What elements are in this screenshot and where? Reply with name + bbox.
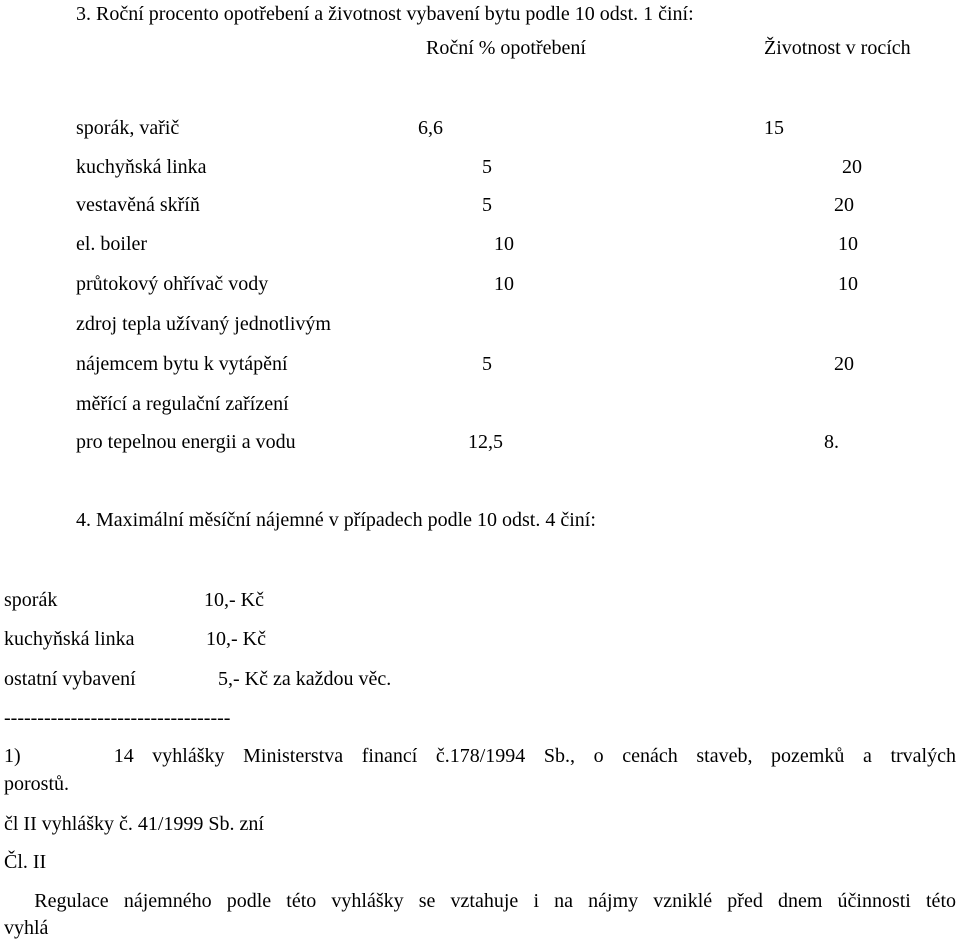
amendment-line: čl II vyhlášky č. 41/1999 Sb. zní (4, 813, 264, 835)
row-item-label: kuchyňská linka (76, 156, 207, 178)
row-item-label: měřící a regulační zařízení (76, 393, 289, 415)
row-percent-value: 5 (482, 353, 492, 375)
rent-item-label: ostatní vybavení (4, 668, 136, 690)
row-item-label: el. boiler (76, 233, 148, 255)
footnote-continuation: porostů. (4, 773, 69, 795)
column-header-percent: Roční % opotřebení (426, 37, 586, 59)
section-4-heading: 4. Maximální měsíční nájemné v případech podle 10 odst. 4 činí: (76, 509, 596, 531)
row-lifetime-value: 20 (842, 156, 862, 178)
row-item-label: nájemcem bytu k vytápění (76, 353, 288, 375)
row-item-label: průtokový ohřívač vody (76, 273, 269, 295)
row-lifetime-value: 20 (834, 353, 854, 375)
row-lifetime-value: 8. (824, 431, 839, 453)
row-lifetime-value: 15 (764, 117, 784, 139)
closing-line (4, 889, 956, 913)
row-percent-value: 5 (482, 156, 492, 178)
footnote-separator: ---------------------------------- (4, 707, 231, 729)
row-item-label: vestavěná skříň (76, 194, 200, 216)
footnote-text: 1) 14 vyhlášky Ministerstva financí č.178/1994 Sb., o cenách staveb, pozemků a trvalých (4, 745, 956, 767)
rent-item-label: sporák (4, 589, 58, 611)
article-heading: Čl. II (4, 851, 47, 873)
row-percent-value: 6,6 (418, 117, 443, 139)
row-percent-value: 10 (494, 233, 514, 255)
rent-item-value: 10,- Kč (206, 628, 266, 650)
section-3-heading: 3. Roční procento opotřebení a životnost vybavení bytu podle 10 odst. 1 činí: (76, 3, 694, 25)
row-item-label: zdroj tepla užívaný jednotlivým (76, 313, 331, 335)
rent-item-value: 5,- Kč za každou věc. (218, 668, 392, 690)
row-percent-value: 10 (494, 273, 514, 295)
row-lifetime-value: 10 (838, 233, 858, 255)
rent-item-value: 10,- Kč (204, 589, 264, 611)
rent-item-label: kuchyňská linka (4, 628, 135, 650)
row-percent-value: 5 (482, 194, 492, 216)
row-percent-value: 12,5 (468, 431, 503, 453)
footnote-line (4, 744, 956, 768)
row-lifetime-value: 20 (834, 194, 854, 216)
closing-text: Regulace nájemného podle této vyhlášky se vztahuje i na nájmy vzniklé před dnem účinnosti této (4, 890, 956, 912)
row-item-label: sporák, vařič (76, 117, 180, 139)
row-lifetime-value: 10 (838, 273, 858, 295)
column-header-lifetime: Životnost v rocích (764, 37, 911, 59)
row-item-label: pro tepelnou energii a vodu (76, 431, 296, 453)
closing-continuation: vyhlá (4, 917, 49, 939)
